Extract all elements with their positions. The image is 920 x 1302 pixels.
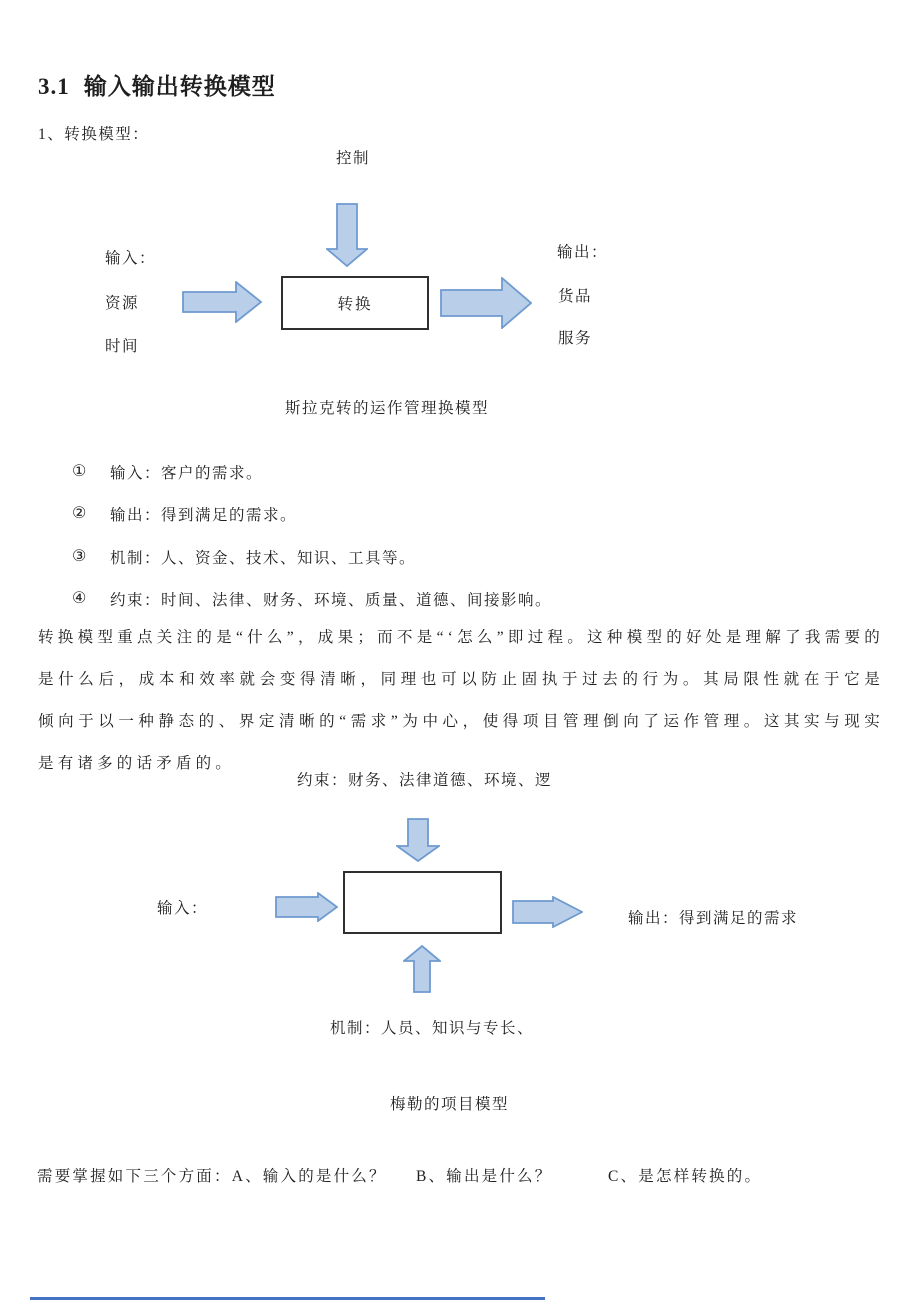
list-item <box>72 461 263 483</box>
diagram2-input-label: 输入： <box>157 900 209 917</box>
process-box <box>343 871 502 934</box>
diagram1-output-item-goods: 货品 <box>558 288 593 305</box>
transformation-box <box>281 276 429 330</box>
section-title: 输入输出转换模型 <box>83 74 276 99</box>
diagram2-constraints-label: 约束：财务、法律道德、环境、逻 <box>297 772 553 789</box>
list-item-text: 输出：得到满足的需求。 <box>110 507 298 524</box>
list-item-text: 约束：时间、法律、财务、环境、质量、道德、间接影响。 <box>110 592 553 609</box>
output-right-arrow-icon <box>440 277 532 329</box>
intro-line: 1、转换模型： <box>38 126 150 143</box>
summary-part-b: B、输出是什么？ <box>416 1168 553 1185</box>
list-item-text: 输入：客户的需求。 <box>110 465 264 482</box>
summary-part-c: C、是怎样转换的。 <box>608 1168 763 1185</box>
page-bottom-border <box>30 1297 545 1300</box>
input-right-arrow-icon <box>275 892 338 922</box>
list-item <box>72 546 416 568</box>
diagram2-caption: 梅勒的项目模型 <box>390 1096 510 1113</box>
input-right-arrow-icon <box>182 281 262 323</box>
diagram1-output-label: 输出： <box>557 244 609 261</box>
list-item <box>72 503 297 525</box>
summary-part-a: 需要掌握如下三个方面：A、输入的是什么？ <box>37 1168 387 1185</box>
diagram1-output-item-services: 服务 <box>558 330 593 347</box>
body-paragraph: 转换模型重点关注的是“什么”，成果；而不是“‘怎么”即过程。这种模型的好处是理解了我需要的是什么后，成本和效率就会变得清晰，同理也可以防止固执于过去的行为。其局限性就在于它是倾向于以一种静态的、界定清晰的“需求”为中心，使得项目管理倒向了运作管理。这其实与现实是有诸多的话矛盾的。 <box>38 629 884 772</box>
control-down-arrow-icon <box>326 203 368 267</box>
diagram1-input-label: 输入： <box>105 250 157 267</box>
diagram2-mechanism-label: 机制：人员、知识与专长、 <box>330 1020 535 1037</box>
mechanism-up-arrow-icon <box>403 945 441 993</box>
diagram1-input-item-time: 时间 <box>105 338 140 355</box>
diagram1-control-label: 控制 <box>336 150 371 167</box>
list-item-text: 机制：人、资金、技术、知识、工具等。 <box>110 550 417 567</box>
list-item-number: ③ <box>72 548 87 565</box>
transformation-box-label: 转换 <box>337 296 373 313</box>
diagram1-caption: 斯拉克转的运作管理换模型 <box>285 400 490 417</box>
constraints-down-arrow-icon <box>396 818 440 862</box>
output-right-arrow-icon <box>512 896 583 928</box>
list-item-number: ① <box>72 463 87 480</box>
section-heading <box>38 68 276 101</box>
list-item <box>72 588 552 610</box>
diagram2-output-label: 输出：得到满足的需求 <box>628 910 799 927</box>
list-item-number: ② <box>72 505 87 522</box>
section-number: 3.1 <box>38 74 70 99</box>
list-item-number: ④ <box>72 590 87 607</box>
diagram1-input-item-resources: 资源 <box>105 295 140 312</box>
